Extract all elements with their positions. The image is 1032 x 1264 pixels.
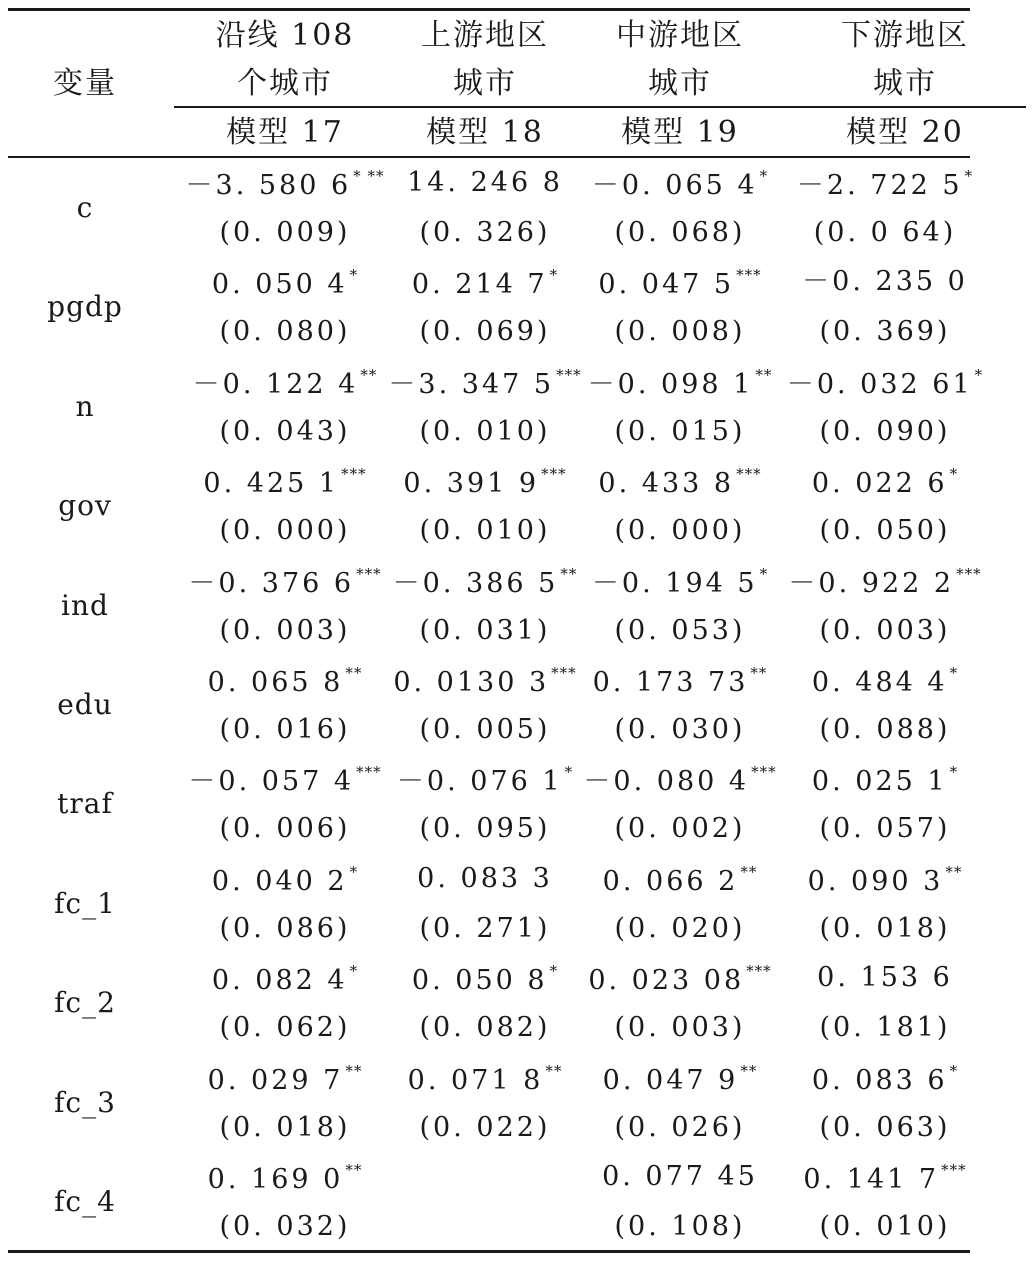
variable-ind-text: ind <box>61 588 109 622</box>
variable-c <box>5 191 165 224</box>
header-group-4-line2 <box>805 66 1005 101</box>
coef-traf-1 <box>185 763 385 798</box>
variable-gov-text: gov <box>58 489 112 523</box>
coef-fc_4-1 <box>185 1163 385 1193</box>
coef-traf-2-text: －0. 076 1 <box>396 766 563 798</box>
coef-ind-3 <box>580 564 780 599</box>
significance-stars: * <box>349 862 359 881</box>
se-fc_1-3-text: (0. 020) <box>614 912 746 944</box>
header-group-1-line1 <box>185 18 385 53</box>
coef-fc_2-3-text: 0. 023 08 <box>588 965 745 997</box>
se-fc_1-1-text: (0. 086) <box>219 912 351 944</box>
se-c-1-text: (0. 009) <box>219 217 351 248</box>
variable-n-text: n <box>75 389 95 423</box>
variable-pgdp <box>5 290 165 324</box>
header-model-2 <box>385 115 585 150</box>
coef-edu-2 <box>385 666 585 696</box>
se-gov-2 <box>385 515 585 547</box>
coef-ind-2-text: －0. 386 5 <box>392 567 559 599</box>
coef-pgdp-4 <box>785 266 985 298</box>
significance-stars: ** <box>750 664 768 682</box>
coef-traf-4 <box>785 763 985 798</box>
significance-stars: ** <box>945 862 963 881</box>
significance-stars: *** <box>356 564 382 583</box>
variable-gov <box>5 489 165 523</box>
coef-n-4-text: －0. 032 61 <box>786 368 973 400</box>
se-traf-1 <box>185 813 385 845</box>
se-traf-2-text: (0. 095) <box>419 813 551 845</box>
coef-ind-4-text: －0. 922 2 <box>788 567 955 599</box>
coef-gov-4-text: 0. 022 6 <box>811 468 948 500</box>
coef-gov-3-text: 0. 433 8 <box>598 468 735 500</box>
se-pgdp-2-text: (0. 069) <box>419 316 551 348</box>
se-fc_1-2-text: (0. 271) <box>419 912 551 944</box>
se-traf-2 <box>385 813 585 845</box>
se-pgdp-1 <box>185 316 385 348</box>
se-pgdp-3-text: (0. 008) <box>614 316 746 348</box>
coef-pgdp-3-text: 0. 047 5 <box>598 269 735 301</box>
coef-fc_2-4 <box>785 962 985 994</box>
header-group-3-line2-text: 城市 <box>648 66 712 101</box>
se-fc_1-1 <box>185 912 385 944</box>
coef-c-1 <box>185 169 385 199</box>
variable-c-text: c <box>76 191 94 224</box>
se-fc_2-4-text: (0. 181) <box>819 1012 951 1044</box>
coef-fc_1-3-text: 0. 066 2 <box>602 865 739 897</box>
se-pgdp-3 <box>580 316 780 348</box>
se-fc_1-4-text: (0. 018) <box>819 912 951 944</box>
coef-gov-2-text: 0. 391 9 <box>403 468 540 500</box>
header-group-2-line1-text: 上游地区 <box>421 18 549 53</box>
se-c-4-text: (0. 0 64) <box>813 217 957 248</box>
header-variable <box>5 66 165 101</box>
variable-edu <box>5 688 165 721</box>
se-edu-2 <box>385 716 585 743</box>
header-group-1-line2-text: 个城市 <box>237 66 333 101</box>
se-fc_2-2 <box>385 1012 585 1044</box>
coef-ind-4 <box>785 564 985 599</box>
coef-fc_4-3-text: 0. 077 45 <box>602 1161 758 1192</box>
se-gov-1-text: (0. 000) <box>219 515 351 547</box>
se-c-3-text: (0. 068) <box>614 217 746 248</box>
coef-fc_3-3 <box>580 1061 780 1096</box>
se-pgdp-1-text: (0. 080) <box>219 316 351 348</box>
significance-stars: *** <box>356 763 382 782</box>
significance-stars: * <box>974 365 984 384</box>
se-n-1 <box>185 415 385 447</box>
se-traf-3-text: (0. 002) <box>614 813 746 845</box>
significance-stars: * <box>949 763 959 782</box>
header-variable-text: 变量 <box>53 66 117 101</box>
header-model-3-text: 模型 19 <box>621 115 739 150</box>
se-edu-4 <box>785 716 985 743</box>
se-n-2-text: (0. 010) <box>419 415 551 447</box>
coef-fc_1-3 <box>580 862 780 897</box>
se-c-2 <box>385 219 585 246</box>
coef-fc_1-2 <box>385 862 585 894</box>
se-n-2 <box>385 415 585 447</box>
se-gov-3 <box>580 515 780 547</box>
se-pgdp-2 <box>385 316 585 348</box>
se-gov-1 <box>185 515 385 547</box>
coef-fc_1-1-text: 0. 040 2 <box>211 865 348 897</box>
coef-fc_4-4 <box>785 1163 985 1193</box>
coef-fc_1-4 <box>785 862 985 897</box>
se-fc_2-2-text: (0. 082) <box>419 1012 551 1044</box>
coef-edu-4-text: 0. 484 4 <box>811 667 948 698</box>
coef-fc_3-4-text: 0. 083 6 <box>811 1064 948 1096</box>
header-group-3-line2 <box>580 66 780 101</box>
header-group-2-line2-text: 城市 <box>453 66 517 101</box>
coef-c-1-text: －3. 580 6 <box>185 170 352 201</box>
significance-stars: * <box>949 1061 959 1080</box>
se-fc_3-1-text: (0. 018) <box>219 1111 351 1143</box>
se-ind-1 <box>185 614 385 646</box>
significance-stars: *** <box>541 465 567 484</box>
coef-n-4 <box>785 365 985 400</box>
se-n-4 <box>785 415 985 447</box>
coef-ind-1-text: －0. 376 6 <box>188 567 355 599</box>
significance-stars: *** <box>556 365 582 384</box>
coef-gov-1-text: 0. 425 1 <box>203 468 340 500</box>
se-c-3 <box>580 219 780 246</box>
coef-fc_3-4 <box>785 1061 985 1096</box>
significance-stars: *** <box>751 763 777 782</box>
significance-stars: ** <box>740 1061 758 1080</box>
significance-stars: * <box>549 266 559 285</box>
se-ind-2 <box>385 614 585 646</box>
coef-n-1 <box>185 365 385 400</box>
se-ind-3 <box>580 614 780 646</box>
significance-stars: *** <box>736 266 762 285</box>
coef-traf-2 <box>385 763 585 798</box>
significance-stars: ** <box>360 365 378 384</box>
se-edu-4-text: (0. 088) <box>819 714 951 745</box>
variable-n <box>5 389 165 423</box>
se-ind-1-text: (0. 003) <box>219 614 351 646</box>
se-n-3 <box>580 415 780 447</box>
coef-ind-2 <box>385 564 585 599</box>
coef-c-3-text: －0. 065 4 <box>591 170 758 201</box>
coef-edu-3 <box>580 666 780 696</box>
header-group-4-line1-text: 下游地区 <box>841 18 969 53</box>
se-n-3-text: (0. 015) <box>614 415 746 447</box>
se-fc_1-3 <box>580 912 780 944</box>
coef-pgdp-4-text: －0. 235 0 <box>802 266 968 298</box>
se-fc_3-4 <box>785 1111 985 1143</box>
header-group-3-line1-text: 中游地区 <box>616 18 744 53</box>
header-mid-rule <box>174 106 1026 108</box>
coef-edu-1-text: 0. 065 8 <box>207 667 344 698</box>
header-model-1-text: 模型 17 <box>226 115 344 150</box>
coef-fc_1-4-text: 0. 090 3 <box>807 865 944 897</box>
header-group-4-line2-text: 城市 <box>873 66 937 101</box>
header-model-1 <box>185 115 385 150</box>
se-edu-2-text: (0. 005) <box>419 714 551 745</box>
coef-fc_4-3 <box>580 1163 780 1190</box>
coef-fc_4-1-text: 0. 169 0 <box>207 1164 344 1195</box>
coef-fc_3-1 <box>185 1061 385 1096</box>
se-gov-4-text: (0. 050) <box>819 515 951 547</box>
se-gov-2-text: (0. 010) <box>419 515 551 547</box>
se-traf-4-text: (0. 057) <box>819 813 951 845</box>
coef-fc_2-1 <box>185 962 385 997</box>
coef-c-3 <box>580 169 780 199</box>
significance-stars: * <box>349 266 359 285</box>
se-edu-3 <box>580 716 780 743</box>
se-ind-2-text: (0. 031) <box>419 614 551 646</box>
significance-stars: *** <box>746 962 772 981</box>
coef-fc_4-4-text: 0. 141 7 <box>803 1164 940 1195</box>
se-fc_1-2 <box>385 912 585 944</box>
se-fc_4-1 <box>185 1213 385 1240</box>
variable-fc_3-text: fc_3 <box>54 1085 116 1119</box>
coef-n-2-text: －3. 347 5 <box>388 368 555 400</box>
se-n-1-text: (0. 043) <box>219 415 351 447</box>
significance-stars: ** <box>560 564 578 583</box>
se-edu-1 <box>185 716 385 743</box>
coef-edu-2-text: 0. 0130 3 <box>393 667 550 698</box>
coef-fc_2-3 <box>580 962 780 997</box>
variable-fc_3 <box>5 1085 165 1119</box>
se-c-1 <box>185 219 385 246</box>
coef-fc_2-2 <box>385 962 585 997</box>
coef-traf-3-text: －0. 080 4 <box>583 766 750 798</box>
top-rule <box>8 8 970 11</box>
se-fc_4-1-text: (0. 032) <box>219 1211 351 1242</box>
bottom-rule <box>8 1250 970 1253</box>
header-model-4-text: 模型 20 <box>846 115 964 150</box>
variable-fc_4 <box>5 1185 165 1218</box>
header-group-4-line1 <box>805 18 1005 53</box>
coef-c-2 <box>385 169 585 196</box>
significance-stars: *** <box>941 1161 967 1179</box>
header-model-2-text: 模型 18 <box>426 115 544 150</box>
header-group-2-line2 <box>385 66 585 101</box>
se-traf-3 <box>580 813 780 845</box>
coef-c-4 <box>785 169 985 199</box>
se-c-4 <box>785 219 985 246</box>
se-fc_2-1-text: (0. 062) <box>219 1012 351 1044</box>
coef-c-2-text: 14. 246 8 <box>407 167 563 198</box>
coef-edu-4 <box>785 666 985 696</box>
coef-n-3-text: －0. 098 1 <box>587 368 754 400</box>
variable-fc_2-text: fc_2 <box>54 986 116 1020</box>
se-fc_4-3 <box>580 1213 780 1240</box>
coef-traf-3 <box>580 763 780 798</box>
coef-gov-3 <box>580 465 780 500</box>
se-fc_4-4-text: (0. 010) <box>819 1211 951 1242</box>
variable-fc_2 <box>5 986 165 1020</box>
significance-stars: *** <box>341 465 367 484</box>
significance-stars: * <box>759 564 769 583</box>
se-gov-3-text: (0. 000) <box>614 515 746 547</box>
variable-edu-text: edu <box>57 688 113 721</box>
coef-edu-1 <box>185 666 385 696</box>
se-traf-1-text: (0. 006) <box>219 813 351 845</box>
header-model-3 <box>580 115 780 150</box>
coef-edu-3-text: 0. 173 73 <box>592 667 749 698</box>
coef-fc_1-2-text: 0. 083 3 <box>417 862 553 894</box>
significance-stars: *** <box>551 664 577 682</box>
variable-traf-text: traf <box>57 787 113 821</box>
significance-stars: ** <box>345 1061 363 1080</box>
coef-gov-1 <box>185 465 385 500</box>
se-pgdp-4-text: (0. 369) <box>819 316 951 348</box>
se-fc_3-4-text: (0. 063) <box>819 1111 951 1143</box>
coef-traf-1-text: －0. 057 4 <box>188 766 355 798</box>
significance-stars: * <box>564 763 574 782</box>
coef-c-4-text: －2. 722 5 <box>796 170 963 201</box>
se-gov-4 <box>785 515 985 547</box>
variable-pgdp-text: pgdp <box>47 290 123 324</box>
variable-fc_1 <box>5 886 165 920</box>
significance-stars: * <box>349 962 359 981</box>
se-fc_1-4 <box>785 912 985 944</box>
coef-fc_2-2-text: 0. 050 8 <box>411 965 548 997</box>
se-fc_4-4 <box>785 1213 985 1240</box>
significance-stars: ** <box>740 862 758 881</box>
significance-stars: ** <box>345 664 363 682</box>
coef-pgdp-2-text: 0. 214 7 <box>411 269 548 301</box>
coef-n-2 <box>385 365 585 400</box>
significance-stars: *** <box>736 465 762 484</box>
variable-fc_4-text: fc_4 <box>54 1185 116 1218</box>
se-fc_2-3-text: (0. 003) <box>614 1012 746 1044</box>
se-pgdp-4 <box>785 316 985 348</box>
coef-fc_2-1-text: 0. 082 4 <box>211 965 348 997</box>
coef-fc_2-4-text: 0. 153 6 <box>817 962 953 994</box>
se-edu-1-text: (0. 016) <box>219 714 351 745</box>
coef-ind-3-text: －0. 194 5 <box>591 567 758 599</box>
coef-gov-2 <box>385 465 585 500</box>
header-bottom-rule <box>8 156 970 158</box>
significance-stars: * ** <box>353 167 385 185</box>
coef-fc_1-1 <box>185 862 385 897</box>
header-group-1-line1-text: 沿线 108 <box>215 18 355 53</box>
header-group-3-line1 <box>580 18 780 53</box>
significance-stars: * <box>949 664 959 682</box>
se-fc_3-2 <box>385 1111 585 1143</box>
header-model-4 <box>805 115 1005 150</box>
se-edu-3-text: (0. 030) <box>614 714 746 745</box>
se-fc_4-3-text: (0. 108) <box>614 1211 746 1242</box>
coef-pgdp-3 <box>580 266 780 301</box>
significance-stars: * <box>949 465 959 484</box>
se-fc_3-3-text: (0. 026) <box>614 1111 746 1143</box>
coef-ind-1 <box>185 564 385 599</box>
variable-traf <box>5 787 165 821</box>
se-fc_3-3 <box>580 1111 780 1143</box>
se-fc_3-1 <box>185 1111 385 1143</box>
variable-fc_1-text: fc_1 <box>54 886 116 920</box>
se-c-2-text: (0. 326) <box>419 217 551 248</box>
coef-gov-4 <box>785 465 985 500</box>
coef-pgdp-2 <box>385 266 585 301</box>
significance-stars: * <box>964 167 974 185</box>
significance-stars: ** <box>545 1061 563 1080</box>
se-ind-4-text: (0. 003) <box>819 614 951 646</box>
variable-ind <box>5 588 165 622</box>
coef-fc_3-1-text: 0. 029 7 <box>207 1064 344 1096</box>
significance-stars: ** <box>755 365 773 384</box>
coef-pgdp-1 <box>185 266 385 301</box>
coef-fc_3-2 <box>385 1061 585 1096</box>
coef-n-3 <box>580 365 780 400</box>
significance-stars: *** <box>956 564 982 583</box>
significance-stars: ** <box>345 1161 363 1179</box>
se-fc_2-3 <box>580 1012 780 1044</box>
se-traf-4 <box>785 813 985 845</box>
coef-pgdp-1-text: 0. 050 4 <box>211 269 348 301</box>
header-group-1-line2 <box>185 66 385 101</box>
coef-traf-4-text: 0. 025 1 <box>811 766 948 798</box>
se-n-4-text: (0. 090) <box>819 415 951 447</box>
header-group-2-line1 <box>385 18 585 53</box>
coef-fc_3-3-text: 0. 047 9 <box>602 1064 739 1096</box>
se-fc_2-1 <box>185 1012 385 1044</box>
se-ind-3-text: (0. 053) <box>614 614 746 646</box>
se-fc_3-2-text: (0. 022) <box>419 1111 551 1143</box>
se-ind-4 <box>785 614 985 646</box>
se-fc_2-4 <box>785 1012 985 1044</box>
significance-stars: * <box>549 962 559 981</box>
coef-fc_3-2-text: 0. 071 8 <box>407 1064 544 1096</box>
coef-n-1-text: －0. 122 4 <box>192 368 359 400</box>
significance-stars: * <box>759 167 769 185</box>
